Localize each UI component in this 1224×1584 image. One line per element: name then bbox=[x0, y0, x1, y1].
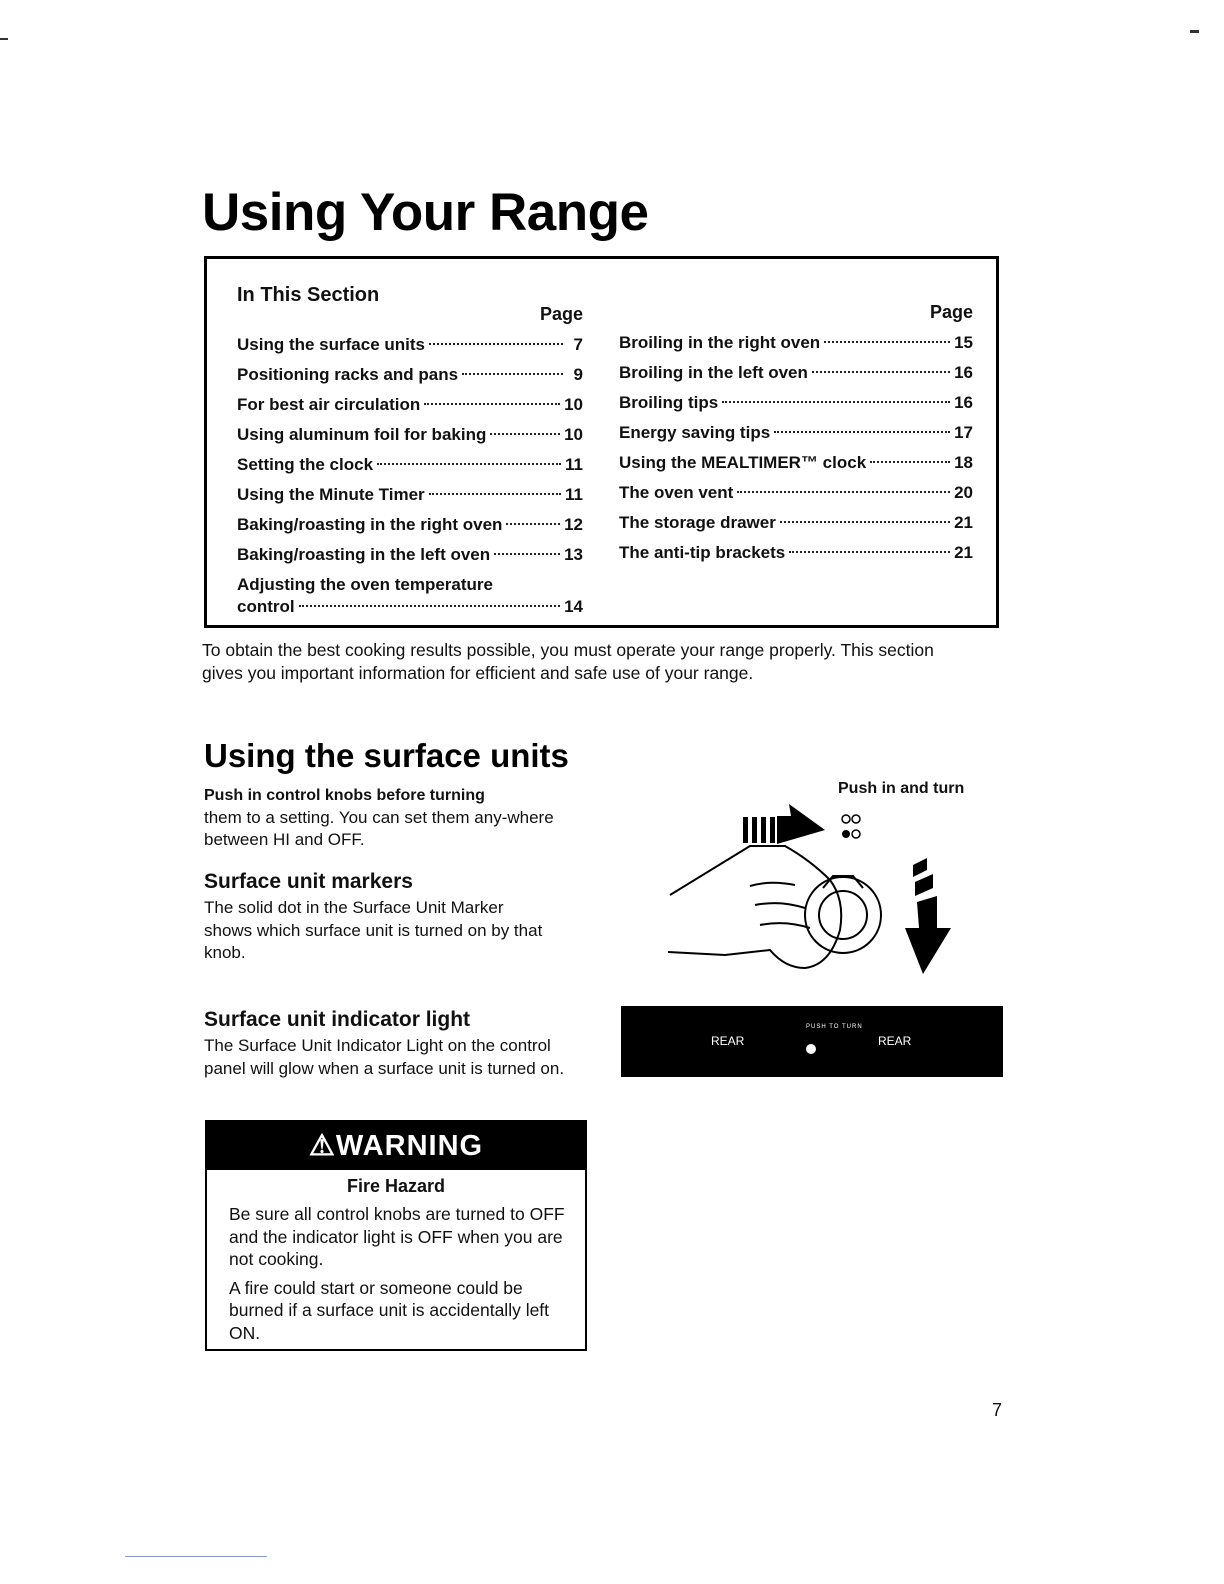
toc-leader bbox=[490, 433, 560, 435]
toc-entry-page: 14 bbox=[564, 597, 583, 616]
toc-entry[interactable] bbox=[237, 540, 583, 570]
toc-leader bbox=[424, 403, 560, 405]
toc-entry[interactable] bbox=[237, 480, 583, 510]
toc-entry-page: 10 bbox=[564, 425, 583, 444]
toc-leader bbox=[506, 523, 560, 525]
warning-title: WARNING bbox=[335, 1130, 484, 1162]
lead-bold: Push in control knobs before turning bbox=[204, 787, 485, 804]
toc-leader bbox=[462, 373, 563, 375]
toc-entry-label-cont: control bbox=[237, 597, 295, 616]
toc-entry-label: The oven vent bbox=[619, 483, 734, 502]
toc-entry[interactable] bbox=[619, 478, 973, 508]
toc-entry[interactable] bbox=[619, 358, 973, 388]
toc-leader bbox=[494, 553, 560, 555]
hazard-title: Fire Hazard bbox=[346, 1176, 446, 1196]
toc-entry-label: Energy saving tips bbox=[619, 423, 771, 442]
toc-entry[interactable] bbox=[619, 508, 973, 538]
toc-entry-page: 17 bbox=[954, 423, 973, 442]
toc-page-header: Page bbox=[539, 304, 583, 324]
toc-entry[interactable] bbox=[237, 574, 583, 626]
markers-text: The solid dot in the Surface Unit Marker shows which surface unit is turned on by that knob. bbox=[204, 898, 543, 962]
knob-illustration bbox=[665, 800, 955, 980]
page-number: 7 bbox=[992, 1400, 1003, 1420]
footer-line bbox=[125, 1556, 267, 1557]
toc-entry[interactable] bbox=[619, 448, 973, 478]
toc-page-header: Page bbox=[929, 302, 973, 322]
toc-entry-label: Using aluminum foil for baking bbox=[237, 425, 487, 444]
toc-entry[interactable] bbox=[237, 450, 583, 480]
toc-entry-label: Baking/roasting in the right oven bbox=[237, 515, 503, 534]
push-arrow-icon bbox=[743, 804, 825, 844]
toc-entry-page: 21 bbox=[954, 513, 973, 532]
toc-entry-label: Using the MEALTIMER™ clock bbox=[619, 453, 867, 472]
toc-entry-page: 18 bbox=[954, 453, 973, 472]
warning-box bbox=[205, 1120, 587, 1351]
toc-leader bbox=[429, 493, 561, 495]
toc-entry-page: 16 bbox=[954, 363, 973, 382]
hand-knob-icon bbox=[668, 846, 881, 968]
control-panel-image bbox=[621, 1006, 1003, 1077]
figure-label: Push in and turn bbox=[838, 780, 965, 797]
lead-paragraph bbox=[204, 784, 564, 851]
toc-entry-label: Using the Minute Timer bbox=[237, 485, 425, 504]
surface-marker-icon bbox=[842, 815, 860, 838]
toc-entry[interactable] bbox=[619, 538, 973, 568]
toc-leader bbox=[722, 401, 950, 403]
toc-entry[interactable] bbox=[619, 388, 973, 418]
toc-box bbox=[204, 256, 999, 628]
toc-entry[interactable] bbox=[237, 420, 583, 450]
intro-paragraph: To obtain the best cooking results possible, you must operate your range properly. This section gives you important information for efficient and safe use of your range. bbox=[202, 640, 934, 683]
toc-entry[interactable] bbox=[619, 328, 973, 358]
toc-leader bbox=[812, 371, 950, 373]
toc-entry[interactable] bbox=[237, 390, 583, 420]
toc-entry[interactable] bbox=[237, 510, 583, 540]
toc-entry-label: Adjusting the oven temperature bbox=[237, 575, 493, 594]
toc-entry-page: 11 bbox=[565, 455, 583, 474]
toc-entry[interactable] bbox=[237, 330, 583, 360]
toc-entry-page: 20 bbox=[954, 483, 973, 502]
toc-entry-label: Using the surface units bbox=[237, 335, 425, 354]
toc-entry-page: 11 bbox=[565, 485, 583, 504]
toc-leader bbox=[780, 521, 950, 523]
markers-heading: Surface unit markers bbox=[204, 870, 413, 893]
toc-leader bbox=[299, 605, 560, 607]
toc-leader bbox=[870, 461, 950, 463]
toc-entry-page: 9 bbox=[573, 365, 583, 384]
toc-entry-page: 10 bbox=[564, 395, 583, 414]
toc-entry-page: 12 bbox=[564, 515, 583, 534]
toc-entry-label: Baking/roasting in the left oven bbox=[237, 545, 491, 564]
scan-mark bbox=[1190, 30, 1199, 33]
scan-mark bbox=[0, 38, 8, 40]
toc-entry-page: 7 bbox=[573, 335, 583, 354]
indicator-light-icon bbox=[806, 1044, 816, 1054]
warning-para-1: Be sure all control knobs are turned to OFF and the indicator light is OFF when you are not cooking. bbox=[229, 1204, 565, 1269]
toc-entry-label: Broiling tips bbox=[619, 393, 719, 412]
toc-entry-label: Broiling in the left oven bbox=[619, 363, 808, 382]
toc-leader bbox=[774, 431, 950, 433]
toc-right-column bbox=[619, 302, 973, 568]
toc-leader bbox=[737, 491, 950, 493]
toc-entry-label: Positioning racks and pans bbox=[237, 365, 459, 384]
toc-entry[interactable] bbox=[619, 418, 973, 448]
toc-leader bbox=[824, 341, 950, 343]
lead-text: them to a setting. You can set them any-where between HI and OFF. bbox=[204, 808, 554, 849]
warning-bar bbox=[207, 1122, 585, 1170]
panel-rear-left: REAR bbox=[711, 1034, 745, 1048]
toc-leader bbox=[377, 463, 561, 465]
warning-para-2: A fire could start or someone could be burned if a surface unit is accidentally left ON. bbox=[229, 1277, 550, 1343]
toc-leader bbox=[429, 343, 563, 345]
toc-entry-label: For best air circulation bbox=[237, 395, 421, 414]
page-title: Using Your Range bbox=[202, 183, 649, 242]
panel-rear-right: REAR bbox=[878, 1034, 912, 1048]
toc-entry-label: Broiling in the right oven bbox=[619, 333, 821, 352]
toc-heading: In This Section bbox=[237, 284, 380, 306]
toc-entry-page: 15 bbox=[954, 333, 973, 352]
toc-entry-page: 13 bbox=[564, 545, 583, 564]
toc-leader bbox=[789, 551, 950, 553]
indicator-text: The Surface Unit Indicator Light on the control panel will glow when a surface unit is turned on. bbox=[204, 1036, 565, 1078]
warning-triangle-icon: ⚠ bbox=[308, 1130, 336, 1162]
toc-entry-label: The storage drawer bbox=[619, 513, 776, 532]
toc-entry-page: 16 bbox=[954, 393, 973, 412]
toc-entry-label: The anti-tip brackets bbox=[619, 543, 786, 562]
toc-entry[interactable] bbox=[237, 360, 583, 390]
indicator-heading: Surface unit indicator light bbox=[204, 1008, 471, 1031]
section-heading: Using the surface units bbox=[204, 737, 569, 774]
turn-arrow-icon bbox=[905, 858, 951, 974]
panel-push-to-turn: PUSH TO TURN bbox=[806, 1024, 863, 1030]
toc-entry-page: 21 bbox=[954, 543, 973, 562]
toc-entry-label: Setting the clock bbox=[237, 455, 374, 474]
toc-left-column bbox=[237, 304, 583, 626]
